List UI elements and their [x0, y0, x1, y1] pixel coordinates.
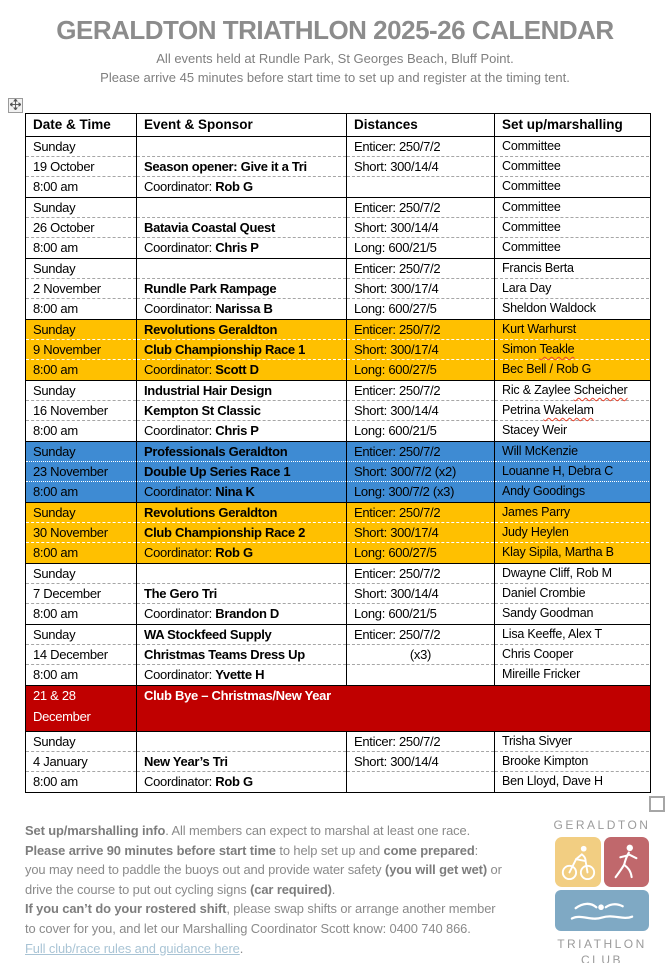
event-cell	[136, 137, 346, 197]
cell-line	[347, 772, 494, 792]
cell-line	[137, 564, 346, 584]
runner-icon	[604, 837, 650, 887]
cell-line: 7 December	[26, 584, 136, 604]
cell-line: Long: 600/27/5	[354, 362, 437, 377]
cell-line: Committee	[502, 240, 561, 254]
cell-line: 9 November	[26, 340, 136, 360]
cell-line: Short: 300/14/4	[347, 401, 494, 421]
date-cell	[26, 732, 136, 792]
marshal-cell	[494, 381, 649, 441]
header-cell-1: Event & Sponsor	[136, 114, 346, 136]
cell-line: Christmas Teams Dress Up	[137, 645, 346, 665]
cell-line: Francis Berta	[495, 259, 649, 279]
cell-line: 8:00 am	[33, 774, 78, 789]
page-title: GERALDTON TRIATHLON 2025-26 CALENDAR	[56, 15, 614, 45]
cell-line: 8:00 am	[33, 362, 78, 377]
dist-cell	[346, 564, 494, 624]
cell-line: 8:00 am	[33, 240, 78, 255]
cell-line: Coordinator: Nina K	[144, 484, 255, 499]
cell-line: 26 October	[26, 218, 136, 238]
cell-line: Enticer: 250/7/2	[347, 381, 494, 401]
cell-line: Coordinator: Brandon D	[144, 606, 280, 621]
cell-line: Dwayne Cliff, Rob M	[495, 564, 649, 584]
dist-cell	[346, 503, 494, 563]
cell-line: Sunday	[26, 503, 136, 523]
cell-line: 8:00 am	[33, 545, 78, 560]
table-row	[26, 319, 650, 380]
cell-line: 8:00 am	[33, 301, 78, 316]
cell-line: Kempton St Classic	[137, 401, 346, 421]
cell-line	[137, 198, 346, 218]
cell-line: 8:00 am	[33, 484, 78, 499]
four-way-arrow-icon	[10, 97, 21, 115]
table-resize-handle[interactable]	[649, 796, 665, 812]
cell-line: Rundle Park Rampage	[137, 279, 346, 299]
cell-line: Trisha Sivyer	[495, 732, 649, 752]
cell-line: Enticer: 250/7/2	[347, 732, 494, 752]
cell-line: Enticer: 250/7/2	[347, 503, 494, 523]
footer-line: If you can’t do your rostered shift, please swap shifts or arrange another member	[25, 901, 496, 917]
dist-cell	[346, 198, 494, 258]
subtitle-line-1: All events held at Rundle Park, St Georges Beach, Bluff Point.	[156, 51, 514, 66]
dist-cell	[346, 442, 494, 502]
cell-line: Sunday	[26, 732, 136, 752]
cell-line: Enticer: 250/7/2	[347, 198, 494, 218]
cell-line: Revolutions Geraldton	[137, 503, 346, 523]
cell-line: 23 November	[26, 462, 136, 482]
cell-line: Stacey Weir	[502, 423, 567, 437]
cell-line: Bec Bell / Rob G	[502, 362, 592, 376]
cell-line: Short: 300/17/4	[347, 279, 494, 299]
cell-line: Lara Day	[495, 279, 649, 299]
cell-line: Sandy Goodman	[502, 606, 594, 620]
cell-line: New Year’s Tri	[137, 752, 346, 772]
dist-cell	[346, 625, 494, 685]
cell-line: Short: 300/17/4	[347, 340, 494, 360]
cell-line: Committee	[502, 179, 561, 193]
marshalling-info	[25, 821, 550, 958]
event-cell	[136, 259, 346, 319]
cell-line: Sheldon Waldock	[502, 301, 596, 315]
club-logo	[548, 817, 656, 963]
cell-line: Revolutions Geraldton	[137, 320, 346, 340]
event-cell	[136, 564, 346, 624]
cell-line: 8:00 am	[33, 606, 78, 621]
date-cell	[26, 686, 136, 731]
cell-line: Double Up Series Race 1	[137, 462, 346, 482]
cell-line: WA Stockfeed Supply	[137, 625, 346, 645]
cell-line: The Gero Tri	[137, 584, 346, 604]
cell-line: Coordinator: Chris P	[144, 423, 259, 438]
dist-cell	[346, 137, 494, 197]
cell-line: Committee	[495, 218, 649, 238]
cell-line: Committee	[495, 157, 649, 177]
table-row	[26, 380, 650, 441]
cell-line: 8:00 am	[33, 667, 78, 682]
cell-line: Long: 600/21/5	[354, 423, 437, 438]
date-cell	[26, 137, 136, 197]
cell-line: Lisa Keeffe, Alex T	[495, 625, 649, 645]
cell-line: Short: 300/14/4	[347, 218, 494, 238]
cell-line: Enticer: 250/7/2	[347, 625, 494, 645]
cell-line: 4 January	[26, 752, 136, 772]
cell-line: Mireille Fricker	[502, 667, 581, 681]
table-row	[26, 685, 650, 731]
cell-line: Coordinator: Rob G	[144, 179, 253, 194]
table-row	[26, 441, 650, 502]
cell-line: Long: 600/21/5	[354, 606, 437, 621]
marshal-cell	[494, 564, 649, 624]
cell-line: Enticer: 250/7/2	[347, 137, 494, 157]
cell-line: Brooke Kimpton	[495, 752, 649, 772]
table-move-handle[interactable]	[8, 98, 23, 113]
cell-line: Sunday	[26, 320, 136, 340]
header-cell-0: Date & Time	[33, 117, 111, 132]
footer-line: Please arrive 90 minutes before start time to help set up and come prepared:	[25, 842, 479, 858]
cell-line: Judy Heylen	[495, 523, 649, 543]
cell-line: Sunday	[26, 442, 136, 462]
date-cell	[26, 198, 136, 258]
cell-line: Sunday	[26, 564, 136, 584]
cell-line: Coordinator: Rob G	[144, 774, 253, 789]
date-cell	[26, 564, 136, 624]
cell-line: Enticer: 250/7/2	[347, 320, 494, 340]
cell-line: Chris Cooper	[495, 645, 649, 665]
cell-line: Long: 600/27/5	[354, 545, 437, 560]
date-cell	[26, 381, 136, 441]
date-cell	[26, 625, 136, 685]
event-cell	[136, 625, 346, 685]
event-cell	[136, 198, 346, 258]
cell-line: Daniel Crombie	[495, 584, 649, 604]
cell-line: (x3)	[347, 645, 494, 665]
marshal-cell	[494, 503, 649, 563]
cell-line: James Parry	[495, 503, 649, 523]
event-cell	[136, 442, 346, 502]
cell-line	[347, 665, 494, 685]
table-row	[26, 731, 650, 792]
cell-line: 14 December	[26, 645, 136, 665]
footer-line: Set up/marshalling info. All members can expect to marshal at least one race.	[25, 823, 471, 838]
date-cell	[26, 442, 136, 502]
marshal-cell	[494, 137, 649, 197]
cell-line	[347, 177, 494, 197]
cell-line: Coordinator: Rob G	[144, 545, 253, 560]
logo-text-geraldton: GERALDTON	[553, 818, 651, 832]
cell-line: Short: 300/7/2 (x2)	[347, 462, 494, 482]
cell-line: Andy Goodings	[502, 484, 585, 498]
cell-line: Season opener: Give it a Tri	[137, 157, 346, 177]
cell-line: Coordinator: Chris P	[144, 240, 259, 255]
cell-line: Short: 300/14/4	[347, 584, 494, 604]
cell-line: Industrial Hair Design	[137, 381, 346, 401]
marshal-cell	[494, 625, 649, 685]
cell-line: 8:00 am	[33, 179, 78, 194]
merged-cell	[136, 686, 649, 731]
cell-line: Enticer: 250/7/2	[347, 442, 494, 462]
cell-line	[137, 137, 346, 157]
logo-text-triathlon: TRIATHLON	[557, 937, 647, 951]
date-cell	[26, 259, 136, 319]
cell-line: Will McKenzie	[495, 442, 649, 462]
cell-line	[137, 259, 346, 279]
cell-line: 30 November	[26, 523, 136, 543]
cyclist-icon	[555, 837, 601, 887]
logo-text-club: CLUB	[580, 953, 623, 963]
table-header-row	[26, 114, 650, 136]
cell-line: 16 November	[26, 401, 136, 421]
table-row	[26, 502, 650, 563]
header-cell-3: Set up/marshalling	[494, 114, 649, 136]
marshal-cell	[494, 259, 649, 319]
date-cell	[26, 320, 136, 380]
cell-line: Simon Teakle	[495, 340, 649, 360]
swimmer-icon	[555, 890, 649, 931]
event-cell	[136, 732, 346, 792]
subtitle-line-2: Please arrive 45 minutes before start time to set up and register at the timing tent.	[100, 69, 570, 85]
cell-line: Sunday	[26, 259, 136, 279]
cell-line: Petrina Wakelam	[495, 401, 649, 421]
footer-line: drive the course to put out cycling signs (car required).	[25, 881, 336, 897]
cell-line: Kurt Warhurst	[495, 320, 649, 340]
cell-line: Sunday	[26, 381, 136, 401]
cell-line: Batavia Coastal Quest	[137, 218, 346, 238]
cell-line: Sunday	[26, 137, 136, 157]
cell-line: Sunday	[26, 198, 136, 218]
table-row	[26, 563, 650, 624]
header-cell-2: Distances	[346, 114, 494, 136]
dist-cell	[346, 732, 494, 792]
marshal-cell	[494, 442, 649, 502]
cell-line: Ric & Zaylee Scheicher	[495, 381, 649, 401]
dist-cell	[346, 381, 494, 441]
date-cell	[26, 503, 136, 563]
event-cell	[136, 320, 346, 380]
cell-line: Coordinator: Yvette H	[144, 667, 265, 682]
cell-line: Professionals Geraldton	[137, 442, 346, 462]
cell-line: Club Bye – Christmas/New Year	[144, 688, 331, 703]
marshal-cell	[494, 732, 649, 792]
cell-line: 2 November	[26, 279, 136, 299]
cell-line: Club Championship Race 1	[137, 340, 346, 360]
cell-line: Long: 600/27/5	[354, 301, 437, 316]
cell-line: Coordinator: Narissa B	[144, 301, 273, 316]
cell-line: 21 & 28	[33, 688, 76, 703]
cell-line: Sunday	[26, 625, 136, 645]
footer-line: Full club/race rules and guidance here.	[25, 940, 244, 956]
cell-line: 19 October	[26, 157, 136, 177]
cell-line	[137, 732, 346, 752]
footer-line: you may need to paddle the buoys out and provide water safety (you will get wet) or	[25, 862, 502, 878]
cell-line: Enticer: 250/7/2	[347, 259, 494, 279]
cell-line: Louanne H, Debra C	[495, 462, 649, 482]
calendar-table	[25, 113, 651, 793]
cell-line: Club Championship Race 2	[137, 523, 346, 543]
cell-line: Long: 300/7/2 (x3)	[354, 484, 455, 499]
cell-line: Long: 600/21/5	[354, 240, 437, 255]
event-cell	[136, 381, 346, 441]
cell-line: Klay Sipila, Martha B	[502, 545, 614, 559]
cell-line: Short: 300/14/4	[347, 752, 494, 772]
cell-line: Coordinator: Scott D	[144, 362, 259, 377]
marshal-cell	[494, 198, 649, 258]
cell-line: Committee	[495, 137, 649, 157]
cell-line: Ben Lloyd, Dave H	[502, 774, 603, 788]
logo-tiles	[555, 837, 649, 931]
cell-line: Short: 300/17/4	[347, 523, 494, 543]
table-row	[26, 624, 650, 685]
cell-line: December	[33, 709, 91, 724]
cell-line: Enticer: 250/7/2	[347, 564, 494, 584]
cell-line: Committee	[495, 198, 649, 218]
table-row	[26, 136, 650, 197]
table-row	[26, 197, 650, 258]
event-cell	[136, 503, 346, 563]
cell-line: Short: 300/14/4	[347, 157, 494, 177]
dist-cell	[346, 320, 494, 380]
marshal-cell	[494, 320, 649, 380]
cell-line: 8:00 am	[33, 423, 78, 438]
table-row	[26, 258, 650, 319]
footer-line: to cover for you, and let our Marshalling Coordinator Scott know: 0400 740 866.	[25, 920, 471, 936]
rules-link[interactable]: Full club/race rules and guidance here	[25, 940, 240, 956]
dist-cell	[346, 259, 494, 319]
